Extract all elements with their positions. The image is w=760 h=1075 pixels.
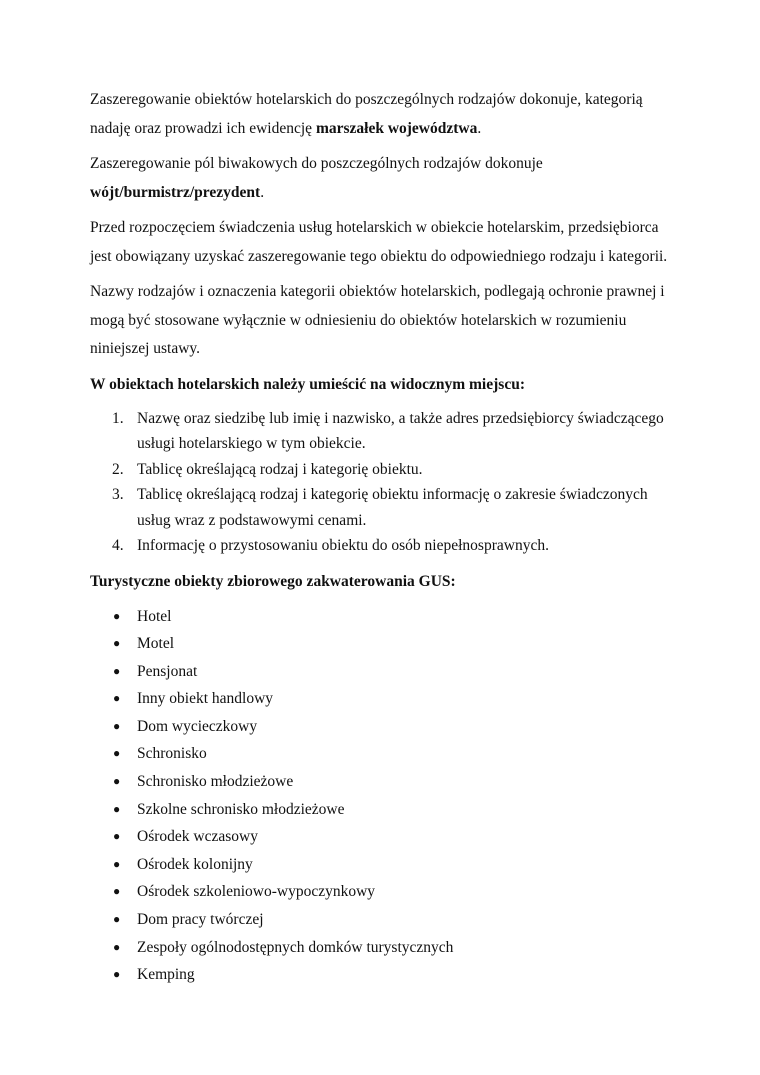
list-item: ● Ośrodek kolonijny [90, 851, 680, 879]
list-item-text: Nazwę oraz siedzibę lub imię i nazwisko, a także adres przedsiębiorcy świadczącego usługi hotelarskiego w tym obiekcie. [137, 409, 664, 452]
paragraph-marszalek [90, 86, 680, 143]
document-page [90, 86, 680, 989]
bullet-icon: ● [113, 608, 121, 623]
list-item [90, 406, 680, 457]
bold-term: wójt/burmistrz/prezydent [90, 183, 261, 201]
list-item: ● Schronisko [90, 740, 680, 768]
bullet-icon: ● [113, 663, 121, 678]
list-item: ● Hotel [90, 603, 680, 631]
list-item: ● Kemping [90, 961, 680, 989]
list-number: 1. [112, 409, 124, 427]
bullet-icon: ● [113, 636, 121, 651]
bullet-list [90, 603, 680, 989]
bullet-icon: ● [113, 884, 121, 899]
list-item: ● Szkolne schronisko młodzieżowe [90, 796, 680, 824]
bullet-icon: ● [113, 774, 121, 789]
list-number: 4. [112, 537, 124, 554]
bullet-icon: ● [113, 856, 121, 871]
list-item-text: Tablicę określającą rodzaj i kategorię obiektu informację o zakresie świadczonych usług wraz z podstawowymi cenami. [137, 486, 648, 529]
list-item: ● Ośrodek wczasowy [90, 823, 680, 851]
paragraph-wojt [90, 150, 680, 207]
paragraph-tail: . [477, 119, 482, 137]
list-item [90, 533, 680, 559]
list-item: ● Motel [90, 630, 680, 658]
list-item: ● Dom wycieczkowy [90, 713, 680, 741]
list-item: ● Inny obiekt handlowy [90, 685, 680, 713]
paragraph-protection: Nazwy rodzajów i oznaczenia kategorii obiektów hotelarskich, podlegają ochronie prawnej i mogą być stosowane wyłącznie w odniesieniu do obiektów hotelarskich w rozumieniu niniejszej ustawy. [90, 283, 665, 357]
paragraph-tail: . [260, 183, 265, 201]
list-item: ● Schronisko młodzieżowe [90, 768, 680, 796]
paragraph-text: Zaszeregowanie obiektów hotelarskich do poszczególnych rodzajów dokonuje, kategorią nadaję oraz prowadzi ich ewidencję [90, 91, 643, 137]
paragraph-obligation: Przed rozpoczęciem świadczenia usług hotelarskich w obiekcie hotelarskim, przedsiębiorca jest obowiązany uzyskać zaszeregowanie tego obiektu do odpowiedniego rodzaju i kategorii. [90, 219, 668, 265]
bold-term: marszałek województwa [315, 119, 478, 137]
bullet-icon: ● [113, 801, 121, 816]
bullet-icon: ● [113, 718, 121, 733]
section-heading-display: W obiektach hotelarskich należy umieścić na widocznym miejscu: [90, 375, 525, 393]
numbered-list [90, 406, 680, 559]
list-number: 3. [112, 486, 124, 503]
bullet-icon: ● [113, 746, 121, 761]
section-heading-gus: Turystyczne obiekty zbiorowego zakwaterowania GUS: [90, 572, 456, 590]
list-item [90, 457, 680, 483]
list-item-text: Informację o przystosowaniu obiektu do osób niepełnosprawnych. [137, 537, 549, 554]
list-item: ● Zespoły ogólnodostępnych domków turystycznych [90, 934, 680, 962]
paragraph-text: Zaszeregowanie pól biwakowych do poszczególnych rodzajów dokonuje [90, 155, 543, 172]
list-item: ● Pensjonat [90, 658, 680, 686]
list-item: ● Ośrodek szkoleniowo-wypoczynkowy [90, 878, 680, 906]
bullet-icon: ● [113, 912, 121, 927]
list-item: ● Dom pracy twórczej [90, 906, 680, 934]
bullet-icon: ● [113, 691, 121, 706]
bullet-icon: ● [113, 939, 121, 954]
list-number: 2. [112, 460, 124, 478]
bullet-icon: ● [113, 967, 121, 982]
list-item [90, 482, 680, 533]
bullet-icon: ● [113, 829, 121, 844]
list-item-text: Tablicę określającą rodzaj i kategorię obiektu. [137, 460, 423, 478]
